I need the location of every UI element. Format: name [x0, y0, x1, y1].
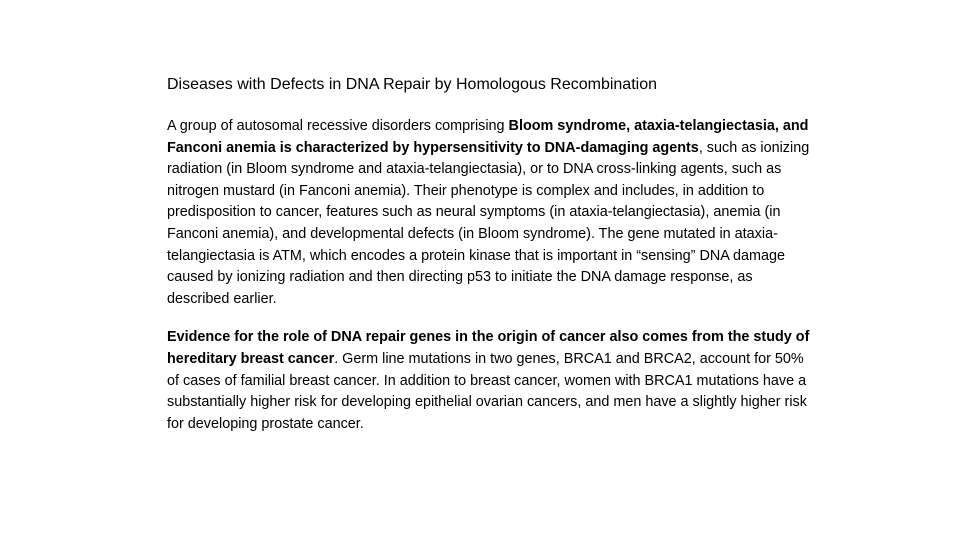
paragraph2-bold-text: Evidence for the role of DNA repair genes in the origin of cancer also comes from the study of hereditary breast cancer — [167, 329, 810, 367]
slide-content — [167, 74, 812, 452]
paragraph1-bold-text: Bloom syndrome, ataxia-telangiectasia, and Fanconi anemia is characterized by hypersensitivity to DNA-damaging agents — [167, 118, 809, 156]
paragraph1-lead-text: A group of autosomal recessive disorders comprising — [167, 118, 509, 134]
paragraph-genetic-disorders — [167, 116, 812, 310]
paragraph1-rest-text: , such as ionizing radiation (in Bloom syndrome and ataxia-telangiectasia), or to DNA cross-linking agents, such as nitrogen mustard (in Fanconi anemia). Their phenotype is complex and includes, in addition to predisposition to cancer, features such as neural symptoms (in ataxia-telangiectasia), anemia (in Fanconi anemia), and developmental defects (in Bloom syndrome). The gene mutated in ataxia-telangiectasia is ATM, which encodes a protein kinase that is important in “sensing” DNA damage caused by ionizing radiation and then directing p53 to initiate the DNA damage response, as described earlier. — [167, 139, 810, 307]
slide-title: Diseases with Defects in DNA Repair by Homologous Recombination — [167, 76, 657, 93]
paragraph-hereditary-breast-cancer — [167, 327, 812, 435]
paragraph2-rest-text: . Germ line mutations in two genes, BRCA1 and BRCA2, account for 50% of cases of familial breast cancer. In addition to breast cancer, women with BRCA1 mutations have a substantially higher risk for developing epithelial ovarian cancers, and men have a slightly higher risk for developing prostate cancer. — [167, 350, 807, 432]
